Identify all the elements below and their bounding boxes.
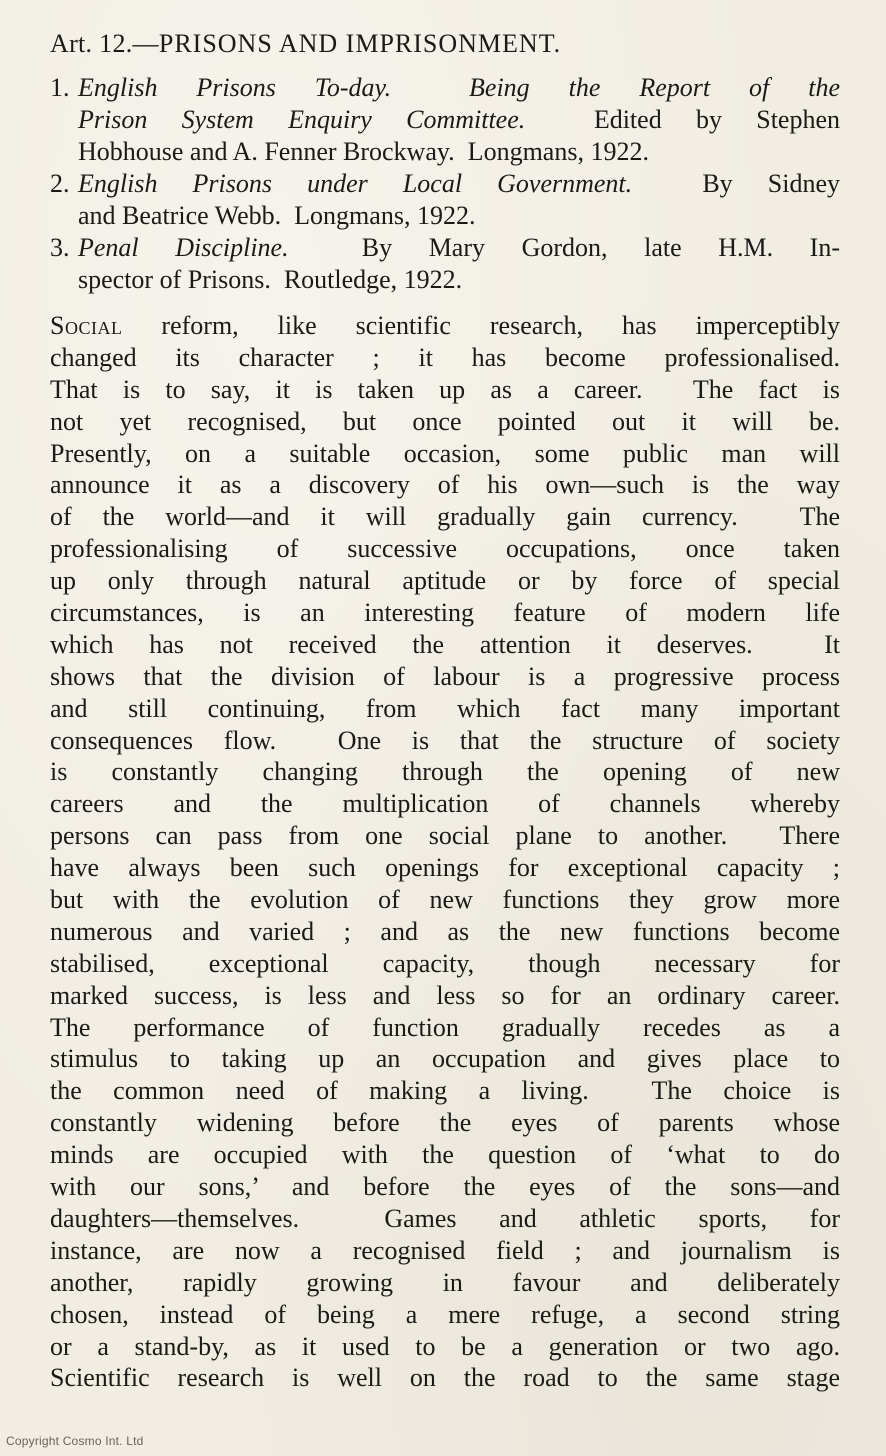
- body-line-text: constantly widening before the eyes of parents whose: [50, 1108, 840, 1138]
- body-line: [50, 820, 840, 852]
- body-line: [50, 1043, 840, 1075]
- body-line-text: persons can pass from one social plane to another. There: [50, 821, 840, 851]
- body-line: [50, 597, 840, 629]
- body-line: [50, 980, 840, 1012]
- body-line-text: with our sons,’ and before the eyes of the sons—and: [50, 1172, 840, 1202]
- body-line: [50, 1362, 840, 1394]
- body-line-text: another, rapidly growing in favour and deliberately: [50, 1267, 840, 1297]
- body-line: [50, 1203, 840, 1235]
- body-line-text: have always been such openings for exceptional capacity ;: [50, 853, 840, 883]
- reference-line: [78, 104, 840, 136]
- body-line-text: stimulus to taking up an occupation and gives place to: [50, 1044, 840, 1074]
- reference-item: [50, 232, 840, 296]
- article-body: [50, 310, 840, 1394]
- article-heading: [50, 28, 840, 60]
- body-line-text: changed its character ; it has become professionalised.: [50, 342, 840, 372]
- body-line: [50, 788, 840, 820]
- reference-text: Edited by Stephen: [525, 105, 841, 134]
- body-line-text: reform, like scientific research, has imperceptibly: [122, 311, 840, 340]
- body-line: [50, 533, 840, 565]
- reference-number: 3.: [50, 233, 70, 262]
- body-line-text: but with the evolution of new functions they grow more: [50, 885, 840, 915]
- body-line-text: consequences flow. One is that the structure of society: [50, 725, 840, 755]
- reference-text: Hobhouse and A. Fenner Brockway. Longmans, 1922.: [78, 137, 649, 166]
- body-line-text: Presently, on a suitable occasion, some public man will: [50, 438, 840, 468]
- reference-number: 1.: [50, 73, 70, 102]
- reference-title-text: English Prisons under Local Government.: [78, 169, 633, 198]
- body-line: [50, 1171, 840, 1203]
- body-line: [50, 565, 840, 597]
- body-line: [50, 1107, 840, 1139]
- body-line: [50, 1299, 840, 1331]
- body-line-text: stabilised, exceptional capacity, though necessary for: [50, 948, 840, 978]
- reference-item: [50, 72, 840, 168]
- reference-text: By Mary Gordon, late H.M. In-: [288, 233, 841, 262]
- body-line: [50, 374, 840, 406]
- body-line: [50, 469, 840, 501]
- body-line-text: Scientific research is well on the road to the same stage: [50, 1363, 840, 1393]
- body-line-text: daughters—themselves. Games and athletic sports, for: [50, 1203, 840, 1233]
- body-line-text: shows that the division of labour is a progressive process: [50, 661, 840, 691]
- body-line-text: circumstances, is an interesting feature of modern life: [50, 598, 840, 628]
- reference-line: [78, 200, 840, 232]
- body-line: [50, 1235, 840, 1267]
- body-line-text: professionalising of successive occupations, once taken: [50, 534, 840, 564]
- body-line-text: is constantly changing through the opening of new: [50, 757, 840, 787]
- copyright-credit: Copyright Cosmo Int. Ltd: [6, 1434, 144, 1448]
- reference-line: [78, 72, 840, 104]
- reference-line: [78, 168, 840, 200]
- reference-text: spector of Prisons. Routledge, 1922.: [78, 265, 463, 294]
- body-line: [50, 725, 840, 757]
- reference-title-text: Prison System Enquiry Committee.: [78, 105, 526, 134]
- body-line-text: numerous and varied ; and as the new functions become: [50, 916, 840, 946]
- reference-line: [78, 136, 840, 168]
- opening-word: Social: [50, 311, 123, 340]
- reference-text: and Beatrice Webb. Longmans, 1922.: [78, 201, 476, 230]
- body-line: [50, 1331, 840, 1363]
- body-line: [50, 1075, 840, 1107]
- body-line: [50, 1012, 840, 1044]
- body-line-text: announce it as a discovery of his own—such is the way: [50, 470, 840, 500]
- body-line-text: That is to say, it is taken up as a career. The fact is: [50, 374, 840, 404]
- reference-title-text: English Prisons To-day. Being the Report of the: [78, 73, 840, 102]
- body-line: [50, 916, 840, 948]
- body-line: [50, 1267, 840, 1299]
- body-line-text: or a stand-by, as it used to be a generation or two ago.: [50, 1331, 840, 1361]
- article-number: Art. 12.—: [50, 29, 159, 58]
- body-line: [50, 852, 840, 884]
- body-line-text: the common need of making a living. The choice is: [50, 1076, 840, 1106]
- reference-item: [50, 168, 840, 232]
- body-line-text: minds are occupied with the question of ‘what to do: [50, 1140, 840, 1170]
- reference-text: By Sidney: [632, 169, 840, 198]
- body-line: [50, 756, 840, 788]
- body-line-text: marked success, is less and less so for an ordinary career.: [50, 980, 840, 1010]
- body-line: [50, 661, 840, 693]
- body-line: [50, 310, 840, 342]
- body-line-text: not yet recognised, but once pointed out it will be.: [50, 406, 840, 436]
- reference-number: 2.: [50, 169, 70, 198]
- body-line-text: and still continuing, from which fact many important: [50, 693, 840, 723]
- body-line: [50, 693, 840, 725]
- body-line: [50, 501, 840, 533]
- body-line: [50, 948, 840, 980]
- body-line: [50, 629, 840, 661]
- body-line: [50, 406, 840, 438]
- body-line-text: The performance of function gradually recedes as a: [50, 1012, 840, 1042]
- reference-line: [78, 232, 840, 264]
- body-line-text: up only through natural aptitude or by force of special: [50, 566, 840, 596]
- body-line-text: which has not received the attention it deserves. It: [50, 629, 840, 659]
- body-line-text: of the world—and it will gradually gain currency. The: [50, 502, 840, 532]
- reference-title-text: Penal Discipline.: [78, 233, 289, 262]
- body-line: [50, 438, 840, 470]
- body-line-text: careers and the multiplication of channels whereby: [50, 789, 840, 819]
- article-title: PRISONS AND IMPRISONMENT.: [158, 29, 562, 58]
- body-line-text: instance, are now a recognised field ; and journalism is: [50, 1235, 840, 1265]
- reference-line: [78, 264, 840, 296]
- body-line-text: chosen, instead of being a mere refuge, a second string: [50, 1299, 840, 1329]
- body-line: [50, 342, 840, 374]
- body-line: [50, 1139, 840, 1171]
- reference-list: [50, 72, 840, 296]
- body-line: [50, 884, 840, 916]
